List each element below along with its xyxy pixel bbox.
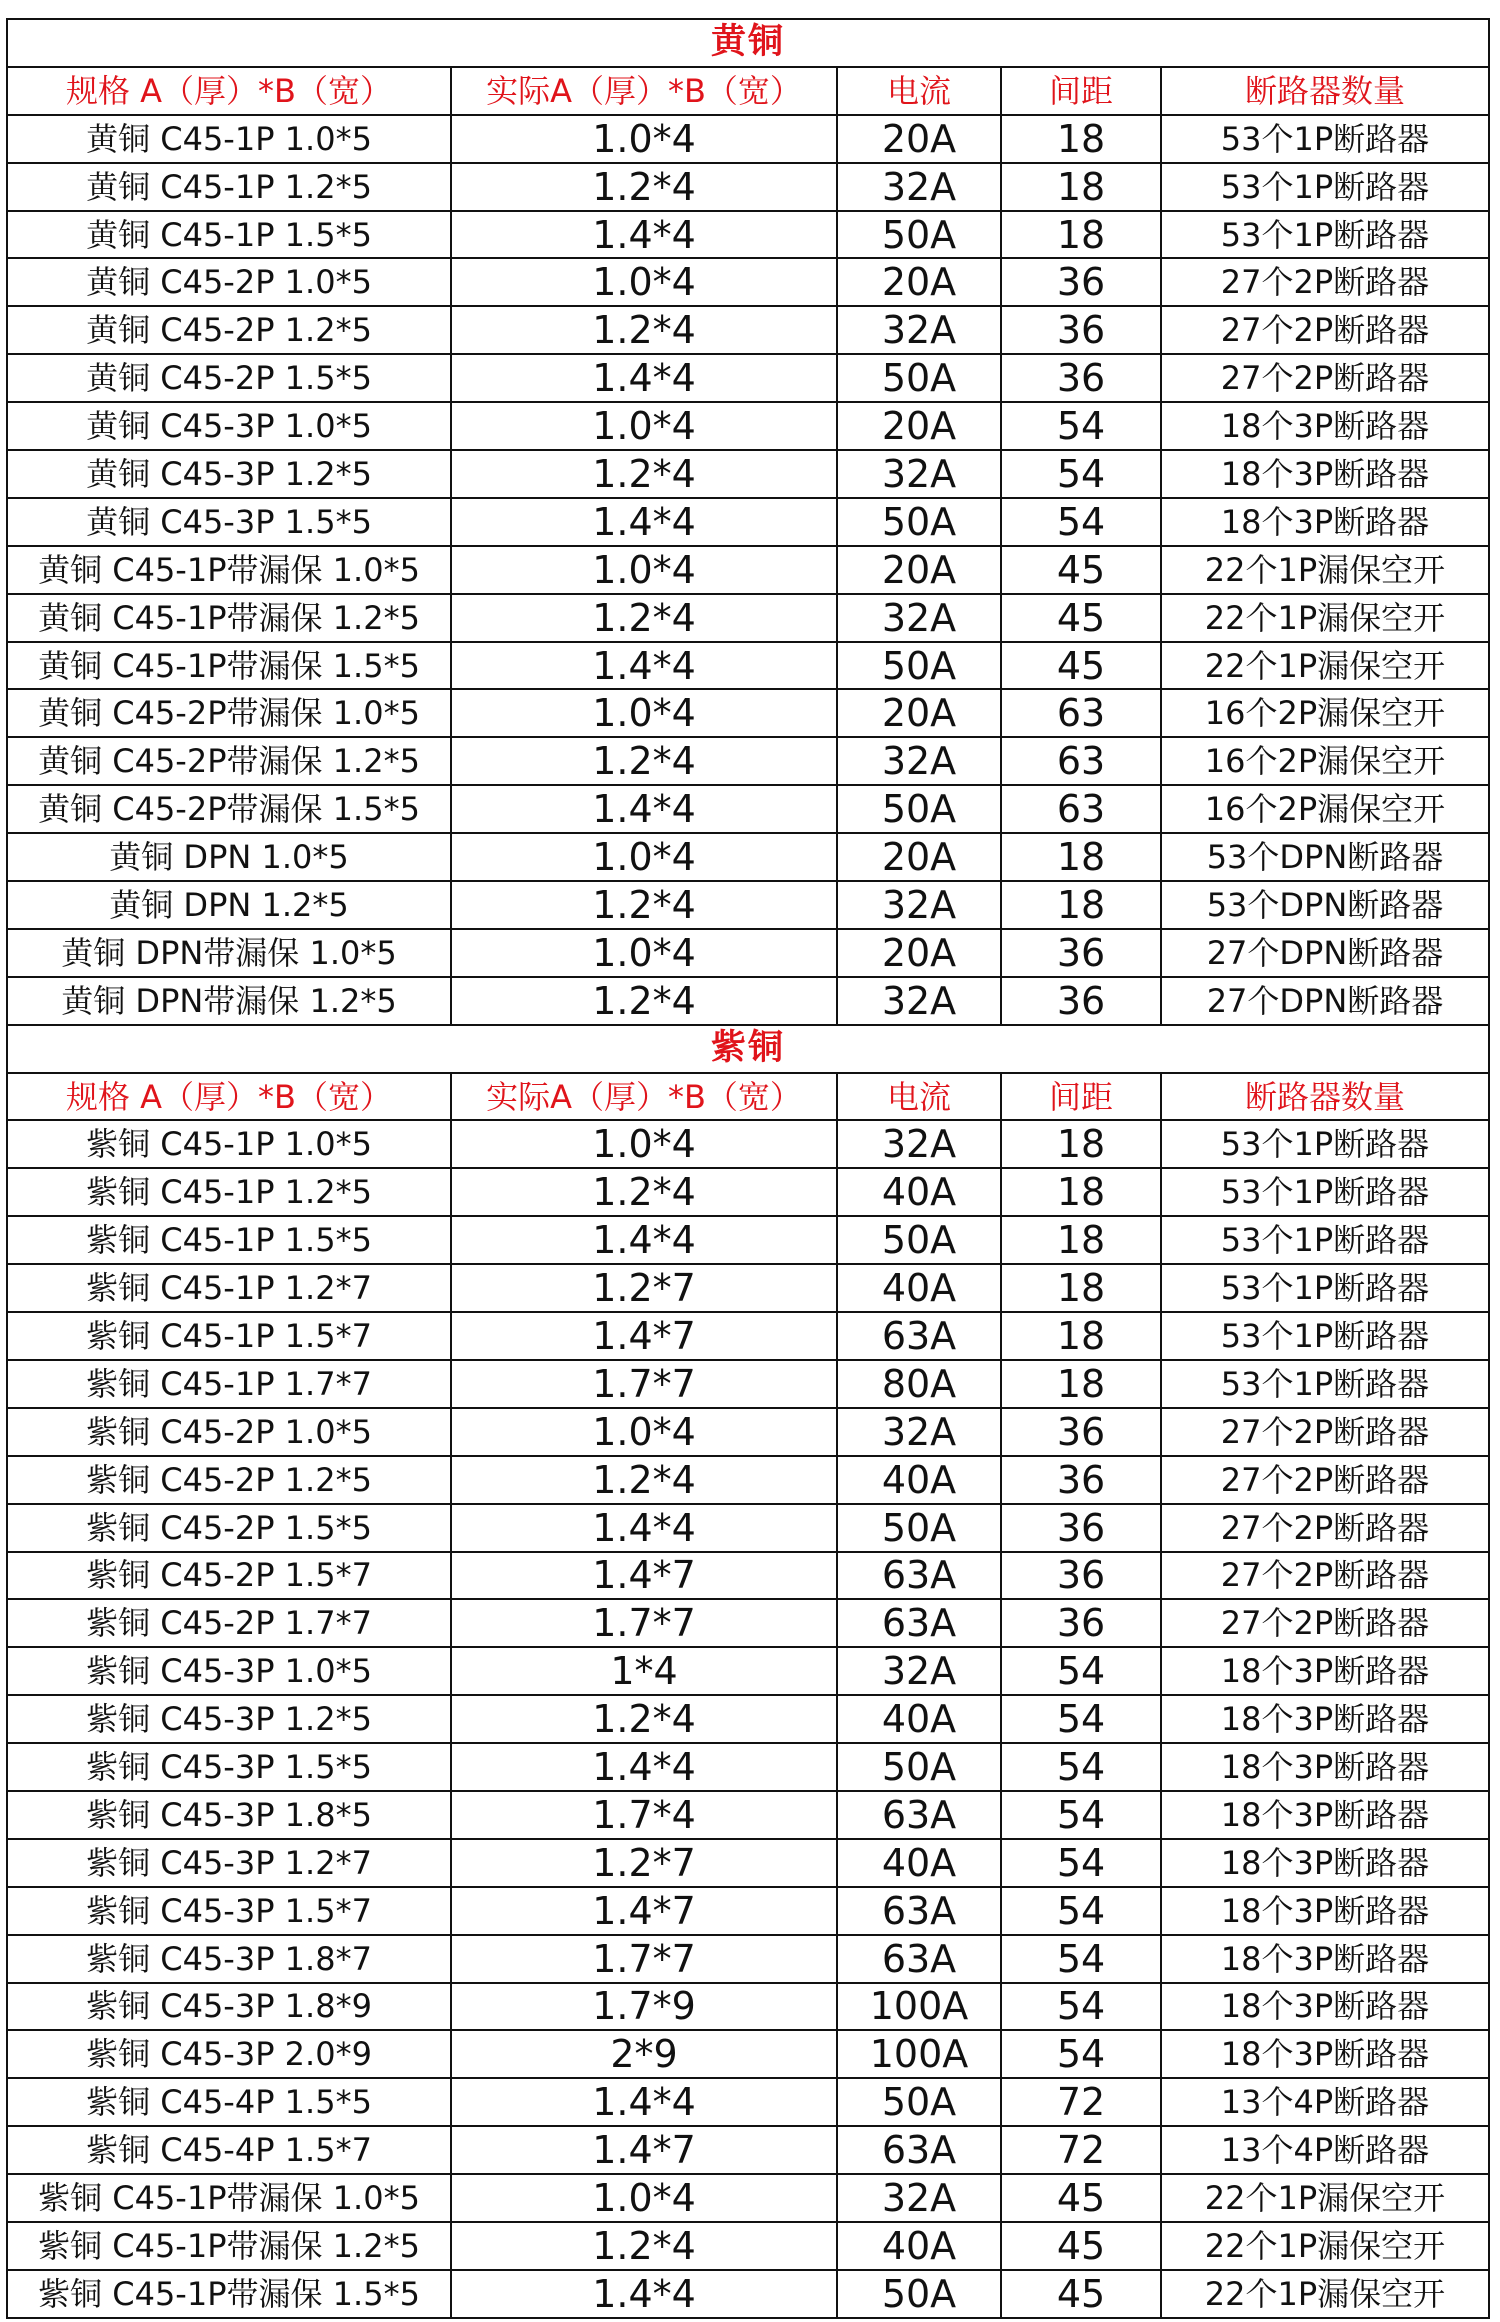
breaker-count-cell: 18个3P断路器: [1161, 450, 1489, 498]
spec-cell: 紫铜 C45-3P 1.0*5: [7, 1647, 451, 1695]
current-cell: 40A: [837, 2222, 1001, 2270]
table-row: [7, 1791, 1489, 1839]
spacing-cell: 63: [1001, 785, 1161, 833]
current-cell: 50A: [837, 354, 1001, 402]
breaker-count-cell: 53个1P断路器: [1161, 115, 1489, 163]
spec-cell: 紫铜 C45-3P 1.8*5: [7, 1791, 451, 1839]
breaker-count-cell: 27个2P断路器: [1161, 354, 1489, 402]
spec-cell: 紫铜 C45-2P 1.0*5: [7, 1408, 451, 1456]
actual-size-cell: 1.2*4: [451, 163, 837, 211]
table-row: [7, 737, 1489, 785]
spacing-cell: 54: [1001, 1983, 1161, 2031]
table-row: [7, 306, 1489, 354]
spacing-cell: 45: [1001, 2222, 1161, 2270]
current-cell: 32A: [837, 1647, 1001, 1695]
breaker-count-cell: 18个3P断路器: [1161, 1647, 1489, 1695]
table-row: [7, 1360, 1489, 1408]
spec-cell: 黄铜 C45-2P 1.2*5: [7, 306, 451, 354]
spec-cell: 紫铜 C45-1P 1.2*7: [7, 1264, 451, 1312]
table-row: [7, 1647, 1489, 1695]
actual-size-cell: 1.7*7: [451, 1360, 837, 1408]
current-cell: 20A: [837, 929, 1001, 977]
actual-size-cell: 1.4*4: [451, 1216, 837, 1264]
table-row: [7, 2222, 1489, 2270]
actual-size-cell: 1.4*7: [451, 1887, 837, 1935]
spacing-cell: 54: [1001, 1935, 1161, 1983]
spacing-cell: 36: [1001, 1408, 1161, 1456]
actual-size-cell: 1.4*4: [451, 1504, 837, 1552]
spacing-cell: 18: [1001, 833, 1161, 881]
breaker-count-cell: 13个4P断路器: [1161, 2126, 1489, 2174]
current-cell: 20A: [837, 115, 1001, 163]
column-header: 电流: [837, 67, 1001, 115]
current-cell: 20A: [837, 402, 1001, 450]
actual-size-cell: 1.2*4: [451, 1695, 837, 1743]
actual-size-cell: 1.7*9: [451, 1983, 837, 2031]
table-row: [7, 1216, 1489, 1264]
breaker-count-cell: 53个1P断路器: [1161, 1360, 1489, 1408]
current-cell: 100A: [837, 1983, 1001, 2031]
table-row: [7, 211, 1489, 259]
spec-cell: 黄铜 C45-3P 1.2*5: [7, 450, 451, 498]
table-row: [7, 1599, 1489, 1647]
spacing-cell: 18: [1001, 1360, 1161, 1408]
spacing-cell: 18: [1001, 115, 1161, 163]
table-row: [7, 1743, 1489, 1791]
breaker-count-cell: 18个3P断路器: [1161, 1983, 1489, 2031]
actual-size-cell: 1.7*7: [451, 1599, 837, 1647]
current-cell: 32A: [837, 306, 1001, 354]
breaker-count-cell: 22个1P漏保空开: [1161, 642, 1489, 690]
spacing-cell: 54: [1001, 1647, 1161, 1695]
spacing-cell: 54: [1001, 1791, 1161, 1839]
actual-size-cell: 1.4*4: [451, 2270, 837, 2318]
current-cell: 50A: [837, 1216, 1001, 1264]
spec-cell: 紫铜 C45-1P带漏保 1.2*5: [7, 2222, 451, 2270]
spacing-cell: 54: [1001, 1887, 1161, 1935]
spec-cell: 紫铜 C45-4P 1.5*7: [7, 2126, 451, 2174]
table-row: [7, 1456, 1489, 1504]
spec-cell: 黄铜 C45-1P带漏保 1.2*5: [7, 594, 451, 642]
current-cell: 40A: [837, 1168, 1001, 1216]
current-cell: 80A: [837, 1360, 1001, 1408]
column-header: 电流: [837, 1073, 1001, 1121]
actual-size-cell: 1.2*4: [451, 881, 837, 929]
spec-cell: 紫铜 C45-2P 1.2*5: [7, 1456, 451, 1504]
table-row: [7, 546, 1489, 594]
spec-cell: 紫铜 C45-2P 1.7*7: [7, 1599, 451, 1647]
table-row: [7, 1935, 1489, 1983]
spacing-cell: 54: [1001, 1839, 1161, 1887]
actual-size-cell: 1.4*7: [451, 1552, 837, 1600]
actual-size-cell: 1.4*4: [451, 354, 837, 402]
actual-size-cell: 1.7*7: [451, 1935, 837, 1983]
table-row: [7, 2174, 1489, 2222]
breaker-count-cell: 18个3P断路器: [1161, 1743, 1489, 1791]
table-row: [7, 594, 1489, 642]
current-cell: 32A: [837, 450, 1001, 498]
current-cell: 32A: [837, 163, 1001, 211]
actual-size-cell: 1.2*4: [451, 737, 837, 785]
column-header-row: [7, 1073, 1489, 1121]
spacing-cell: 45: [1001, 546, 1161, 594]
table-row: [7, 689, 1489, 737]
column-header: 规格 A（厚）*B（宽）: [7, 1073, 451, 1121]
spacing-cell: 36: [1001, 1456, 1161, 1504]
actual-size-cell: 1.2*7: [451, 1839, 837, 1887]
column-header-row: [7, 67, 1489, 115]
table-row: [7, 115, 1489, 163]
spec-sheet: [6, 18, 1488, 2319]
breaker-count-cell: 22个1P漏保空开: [1161, 2270, 1489, 2318]
actual-size-cell: 1.0*4: [451, 689, 837, 737]
table-row: [7, 1264, 1489, 1312]
spacing-cell: 18: [1001, 1120, 1161, 1168]
table-row: [7, 258, 1489, 306]
current-cell: 100A: [837, 2030, 1001, 2078]
table-row: [7, 2030, 1489, 2078]
current-cell: 63A: [837, 1599, 1001, 1647]
current-cell: 50A: [837, 2078, 1001, 2126]
breaker-count-cell: 53个1P断路器: [1161, 1312, 1489, 1360]
spec-cell: 黄铜 C45-3P 1.5*5: [7, 498, 451, 546]
breaker-count-cell: 18个3P断路器: [1161, 2030, 1489, 2078]
spacing-cell: 36: [1001, 1552, 1161, 1600]
spacing-cell: 18: [1001, 881, 1161, 929]
spec-cell: 紫铜 C45-3P 1.2*7: [7, 1839, 451, 1887]
actual-size-cell: 1.4*4: [451, 498, 837, 546]
actual-size-cell: 1.2*4: [451, 594, 837, 642]
spec-cell: 紫铜 C45-4P 1.5*5: [7, 2078, 451, 2126]
current-cell: 50A: [837, 498, 1001, 546]
table-row: [7, 833, 1489, 881]
spec-cell: 紫铜 C45-1P 1.0*5: [7, 1120, 451, 1168]
table-row: [7, 1695, 1489, 1743]
table-row: [7, 1504, 1489, 1552]
spec-cell: 紫铜 C45-3P 1.8*7: [7, 1935, 451, 1983]
actual-size-cell: 1.4*7: [451, 1312, 837, 1360]
breaker-count-cell: 18个3P断路器: [1161, 1839, 1489, 1887]
spec-cell: 黄铜 C45-1P 1.5*5: [7, 211, 451, 259]
table-row: [7, 929, 1489, 977]
actual-size-cell: 1.0*4: [451, 115, 837, 163]
table-row: [7, 2270, 1489, 2318]
breaker-count-cell: 53个1P断路器: [1161, 1216, 1489, 1264]
column-header: 实际A（厚）*B（宽）: [451, 1073, 837, 1121]
spec-cell: 紫铜 C45-1P 1.5*5: [7, 1216, 451, 1264]
current-cell: 40A: [837, 1839, 1001, 1887]
current-cell: 32A: [837, 737, 1001, 785]
table-row: [7, 1839, 1489, 1887]
current-cell: 32A: [837, 881, 1001, 929]
current-cell: 63A: [837, 2126, 1001, 2174]
spec-cell: 黄铜 DPN 1.2*5: [7, 881, 451, 929]
breaker-count-cell: 27个2P断路器: [1161, 1408, 1489, 1456]
spacing-cell: 36: [1001, 306, 1161, 354]
section-title-row: [7, 1025, 1489, 1073]
spec-cell: 黄铜 C45-1P 1.0*5: [7, 115, 451, 163]
spec-cell: 黄铜 DPN 1.0*5: [7, 833, 451, 881]
breaker-count-cell: 18个3P断路器: [1161, 1935, 1489, 1983]
spacing-cell: 45: [1001, 2174, 1161, 2222]
breaker-count-cell: 27个DPN断路器: [1161, 929, 1489, 977]
spacing-cell: 54: [1001, 1743, 1161, 1791]
spec-cell: 紫铜 C45-3P 2.0*9: [7, 2030, 451, 2078]
breaker-count-cell: 22个1P漏保空开: [1161, 2222, 1489, 2270]
actual-size-cell: 1.4*4: [451, 785, 837, 833]
spec-cell: 紫铜 C45-1P 1.5*7: [7, 1312, 451, 1360]
current-cell: 20A: [837, 546, 1001, 594]
breaker-count-cell: 22个1P漏保空开: [1161, 594, 1489, 642]
table-row: [7, 1168, 1489, 1216]
breaker-count-cell: 18个3P断路器: [1161, 1887, 1489, 1935]
breaker-count-cell: 27个DPN断路器: [1161, 977, 1489, 1025]
actual-size-cell: 1.0*4: [451, 546, 837, 594]
column-header: 断路器数量: [1161, 67, 1489, 115]
breaker-count-cell: 22个1P漏保空开: [1161, 546, 1489, 594]
current-cell: 32A: [837, 594, 1001, 642]
breaker-count-cell: 22个1P漏保空开: [1161, 2174, 1489, 2222]
breaker-count-cell: 16个2P漏保空开: [1161, 785, 1489, 833]
spec-cell: 紫铜 C45-3P 1.5*5: [7, 1743, 451, 1791]
actual-size-cell: 2*9: [451, 2030, 837, 2078]
spec-cell: 紫铜 C45-2P 1.5*7: [7, 1552, 451, 1600]
spacing-cell: 54: [1001, 2030, 1161, 2078]
current-cell: 20A: [837, 689, 1001, 737]
table-row: [7, 785, 1489, 833]
breaker-count-cell: 53个1P断路器: [1161, 211, 1489, 259]
spec-cell: 黄铜 C45-3P 1.0*5: [7, 402, 451, 450]
spacing-cell: 36: [1001, 929, 1161, 977]
actual-size-cell: 1.2*4: [451, 1456, 837, 1504]
current-cell: 63A: [837, 1935, 1001, 1983]
actual-size-cell: 1.4*7: [451, 2126, 837, 2174]
spec-cell: 黄铜 C45-2P 1.0*5: [7, 258, 451, 306]
spacing-cell: 72: [1001, 2126, 1161, 2174]
current-cell: 50A: [837, 642, 1001, 690]
actual-size-cell: 1.2*4: [451, 1168, 837, 1216]
spacing-cell: 45: [1001, 594, 1161, 642]
actual-size-cell: 1*4: [451, 1647, 837, 1695]
spacing-cell: 72: [1001, 2078, 1161, 2126]
actual-size-cell: 1.7*4: [451, 1791, 837, 1839]
table-row: [7, 450, 1489, 498]
spec-cell: 紫铜 C45-1P带漏保 1.5*5: [7, 2270, 451, 2318]
spacing-cell: 54: [1001, 1695, 1161, 1743]
spacing-cell: 54: [1001, 498, 1161, 546]
breaker-count-cell: 27个2P断路器: [1161, 1552, 1489, 1600]
actual-size-cell: 1.0*4: [451, 402, 837, 450]
table-row: [7, 1983, 1489, 2031]
section-title: 紫铜: [7, 1025, 1489, 1073]
actual-size-cell: 1.0*4: [451, 1408, 837, 1456]
spacing-cell: 18: [1001, 211, 1161, 259]
breaker-count-cell: 27个2P断路器: [1161, 1599, 1489, 1647]
current-cell: 32A: [837, 977, 1001, 1025]
breaker-count-cell: 53个DPN断路器: [1161, 881, 1489, 929]
actual-size-cell: 1.4*4: [451, 211, 837, 259]
breaker-count-cell: 16个2P漏保空开: [1161, 689, 1489, 737]
spacing-cell: 18: [1001, 1312, 1161, 1360]
table-row: [7, 1120, 1489, 1168]
current-cell: 50A: [837, 1743, 1001, 1791]
current-cell: 63A: [837, 1887, 1001, 1935]
spec-cell: 黄铜 C45-1P带漏保 1.5*5: [7, 642, 451, 690]
column-header: 间距: [1001, 67, 1161, 115]
current-cell: 32A: [837, 1120, 1001, 1168]
breaker-count-cell: 18个3P断路器: [1161, 1695, 1489, 1743]
breaker-count-cell: 53个1P断路器: [1161, 1264, 1489, 1312]
actual-size-cell: 1.2*4: [451, 2222, 837, 2270]
spacing-cell: 36: [1001, 354, 1161, 402]
current-cell: 50A: [837, 2270, 1001, 2318]
table-row: [7, 163, 1489, 211]
breaker-count-cell: 53个1P断路器: [1161, 1168, 1489, 1216]
spec-cell: 黄铜 C45-2P带漏保 1.0*5: [7, 689, 451, 737]
spacing-cell: 36: [1001, 1504, 1161, 1552]
table-row: [7, 402, 1489, 450]
breaker-count-cell: 27个2P断路器: [1161, 1504, 1489, 1552]
actual-size-cell: 1.2*7: [451, 1264, 837, 1312]
current-cell: 63A: [837, 1312, 1001, 1360]
spacing-cell: 36: [1001, 1599, 1161, 1647]
spacing-cell: 18: [1001, 163, 1161, 211]
actual-size-cell: 1.4*4: [451, 1743, 837, 1791]
current-cell: 32A: [837, 2174, 1001, 2222]
spacing-cell: 18: [1001, 1264, 1161, 1312]
table-row: [7, 2078, 1489, 2126]
spacing-cell: 63: [1001, 689, 1161, 737]
spec-cell: 紫铜 C45-1P带漏保 1.0*5: [7, 2174, 451, 2222]
spacing-cell: 18: [1001, 1216, 1161, 1264]
table-row: [7, 1408, 1489, 1456]
breaker-count-cell: 18个3P断路器: [1161, 498, 1489, 546]
breaker-count-cell: 13个4P断路器: [1161, 2078, 1489, 2126]
current-cell: 50A: [837, 1504, 1001, 1552]
spacing-cell: 36: [1001, 258, 1161, 306]
actual-size-cell: 1.0*4: [451, 258, 837, 306]
spec-table-body: [7, 19, 1489, 2318]
column-header: 规格 A（厚）*B（宽）: [7, 67, 451, 115]
actual-size-cell: 1.0*4: [451, 1120, 837, 1168]
table-row: [7, 642, 1489, 690]
current-cell: 32A: [837, 1408, 1001, 1456]
actual-size-cell: 1.2*4: [451, 306, 837, 354]
current-cell: 40A: [837, 1695, 1001, 1743]
actual-size-cell: 1.0*4: [451, 833, 837, 881]
current-cell: 50A: [837, 785, 1001, 833]
spec-cell: 黄铜 DPN带漏保 1.0*5: [7, 929, 451, 977]
current-cell: 63A: [837, 1552, 1001, 1600]
breaker-count-cell: 27个2P断路器: [1161, 1456, 1489, 1504]
actual-size-cell: 1.0*4: [451, 2174, 837, 2222]
spec-cell: 紫铜 C45-2P 1.5*5: [7, 1504, 451, 1552]
spacing-cell: 18: [1001, 1168, 1161, 1216]
table-row: [7, 2126, 1489, 2174]
spacing-cell: 63: [1001, 737, 1161, 785]
breaker-count-cell: 18个3P断路器: [1161, 402, 1489, 450]
breaker-count-cell: 27个2P断路器: [1161, 306, 1489, 354]
current-cell: 63A: [837, 1791, 1001, 1839]
spec-cell: 黄铜 C45-2P带漏保 1.2*5: [7, 737, 451, 785]
spec-cell: 黄铜 C45-1P 1.2*5: [7, 163, 451, 211]
spec-cell: 紫铜 C45-1P 1.2*5: [7, 1168, 451, 1216]
table-row: [7, 977, 1489, 1025]
section-title: 黄铜: [7, 19, 1489, 67]
column-header: 实际A（厚）*B（宽）: [451, 67, 837, 115]
actual-size-cell: 1.2*4: [451, 450, 837, 498]
table-row: [7, 1312, 1489, 1360]
table-row: [7, 1887, 1489, 1935]
current-cell: 40A: [837, 1456, 1001, 1504]
actual-size-cell: 1.4*4: [451, 642, 837, 690]
spec-cell: 黄铜 DPN带漏保 1.2*5: [7, 977, 451, 1025]
current-cell: 20A: [837, 258, 1001, 306]
spacing-cell: 54: [1001, 402, 1161, 450]
spacing-cell: 45: [1001, 2270, 1161, 2318]
spacing-cell: 36: [1001, 977, 1161, 1025]
breaker-count-cell: 18个3P断路器: [1161, 1791, 1489, 1839]
spec-cell: 紫铜 C45-3P 1.2*5: [7, 1695, 451, 1743]
spec-cell: 黄铜 C45-2P带漏保 1.5*5: [7, 785, 451, 833]
column-header: 断路器数量: [1161, 1073, 1489, 1121]
breaker-count-cell: 53个1P断路器: [1161, 1120, 1489, 1168]
spec-table: [6, 18, 1490, 2319]
spacing-cell: 45: [1001, 642, 1161, 690]
section-title-row: [7, 19, 1489, 67]
spec-cell: 黄铜 C45-2P 1.5*5: [7, 354, 451, 402]
actual-size-cell: 1.0*4: [451, 929, 837, 977]
spec-cell: 黄铜 C45-1P带漏保 1.0*5: [7, 546, 451, 594]
actual-size-cell: 1.2*4: [451, 977, 837, 1025]
current-cell: 50A: [837, 211, 1001, 259]
table-row: [7, 354, 1489, 402]
breaker-count-cell: 53个DPN断路器: [1161, 833, 1489, 881]
table-row: [7, 1552, 1489, 1600]
spacing-cell: 54: [1001, 450, 1161, 498]
table-row: [7, 498, 1489, 546]
spec-cell: 紫铜 C45-1P 1.7*7: [7, 1360, 451, 1408]
breaker-count-cell: 53个1P断路器: [1161, 163, 1489, 211]
current-cell: 40A: [837, 1264, 1001, 1312]
breaker-count-cell: 27个2P断路器: [1161, 258, 1489, 306]
column-header: 间距: [1001, 1073, 1161, 1121]
breaker-count-cell: 16个2P漏保空开: [1161, 737, 1489, 785]
current-cell: 20A: [837, 833, 1001, 881]
table-row: [7, 881, 1489, 929]
spec-cell: 紫铜 C45-3P 1.8*9: [7, 1983, 451, 2031]
actual-size-cell: 1.4*4: [451, 2078, 837, 2126]
spec-cell: 紫铜 C45-3P 1.5*7: [7, 1887, 451, 1935]
